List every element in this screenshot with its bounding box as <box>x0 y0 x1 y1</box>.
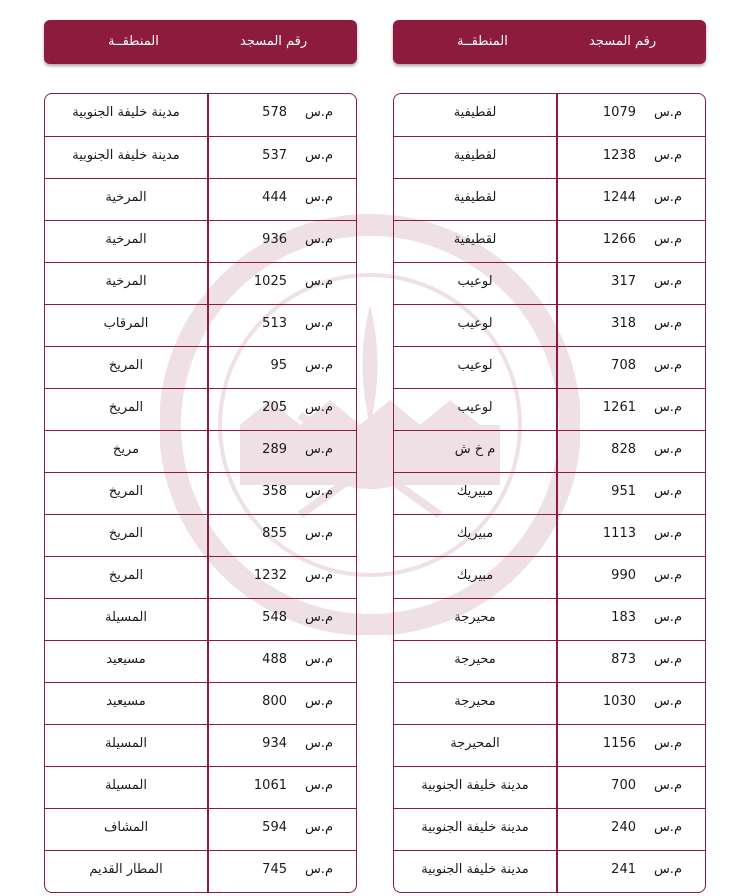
mosque-prefix: م.س <box>653 190 682 205</box>
table-row <box>45 220 356 263</box>
table-row <box>45 808 356 851</box>
mosque-number: 205 <box>262 400 287 415</box>
area-cell: مدينة خليفة الجنوبية <box>421 778 529 793</box>
mosque-prefix: م.س <box>653 820 682 835</box>
table-row <box>394 430 705 473</box>
mosque-number: 488 <box>262 652 287 667</box>
area-cell: المريخ <box>108 400 144 415</box>
area-cell: مبيريك <box>456 568 494 583</box>
area-cell: لقطيفية <box>453 190 497 205</box>
left-mosque-table <box>44 93 357 893</box>
table-row <box>394 598 705 641</box>
area-cell: لوعيب <box>457 400 493 415</box>
table-row <box>394 346 705 389</box>
mosque-number: 240 <box>611 820 636 835</box>
table-row <box>45 94 356 136</box>
table-row <box>394 94 705 136</box>
area-cell: لوعيب <box>457 358 493 373</box>
mosque-prefix: م.س <box>304 442 333 457</box>
right-mosque-table <box>393 93 706 893</box>
mosque-prefix: م.س <box>304 274 333 289</box>
mosque-prefix: م.س <box>653 526 682 541</box>
mosque-prefix: م.س <box>304 358 333 373</box>
area-cell: مسيعيد <box>106 652 146 667</box>
mosque-number: 745 <box>262 862 287 877</box>
area-cell: مبيريك <box>456 526 494 541</box>
mosque-number: 934 <box>262 736 287 751</box>
area-cell: المسيلة <box>105 610 147 625</box>
mosque-number: 1244 <box>602 190 636 205</box>
mosque-prefix: م.س <box>653 694 682 709</box>
mosque-number: 1266 <box>602 232 636 247</box>
area-cell: المريخ <box>108 526 144 541</box>
area-cell: المسيلة <box>105 736 147 751</box>
mosque-number: 1156 <box>602 736 636 751</box>
mosque-prefix: م.س <box>304 820 333 835</box>
table-row <box>394 850 705 893</box>
area-cell: مبيريك <box>456 484 494 499</box>
table-row <box>45 178 356 221</box>
mosque-prefix: م.س <box>653 442 682 457</box>
table-row <box>45 472 356 515</box>
area-cell: مدينة خليفة الجنوبية <box>421 862 529 877</box>
mosque-prefix: م.س <box>653 778 682 793</box>
mosque-number: 855 <box>262 526 287 541</box>
mosque-prefix: م.س <box>653 148 682 163</box>
left-table-header <box>44 20 357 64</box>
table-row <box>45 346 356 389</box>
table-row <box>45 262 356 305</box>
area-cell: لوعيب <box>457 316 493 331</box>
table-row <box>394 220 705 263</box>
area-cell: المرخية <box>105 274 147 289</box>
table-row <box>45 766 356 809</box>
mosque-number: 1232 <box>253 568 287 583</box>
area-cell: محيرجة <box>454 610 496 625</box>
table-row <box>45 640 356 683</box>
mosque-prefix: م.س <box>304 736 333 751</box>
mosque-number: 708 <box>611 358 636 373</box>
table-row <box>394 178 705 221</box>
area-cell: محيرجة <box>454 652 496 667</box>
mosque-prefix: م.س <box>304 190 333 205</box>
table-row <box>45 556 356 599</box>
area-cell: مدينة خليفة الجنوبية <box>72 105 180 120</box>
mosque-number-column-header: رقم المسجد <box>240 34 308 49</box>
mosque-number: 1079 <box>602 105 636 120</box>
mosque-prefix: م.س <box>653 568 682 583</box>
mosque-number-column-header: رقم المسجد <box>589 34 657 49</box>
area-cell: لقطيفية <box>453 232 497 247</box>
mosque-prefix: م.س <box>304 862 333 877</box>
mosque-number: 95 <box>270 358 287 373</box>
mosque-prefix: م.س <box>653 736 682 751</box>
table-row <box>45 724 356 767</box>
table-row <box>394 724 705 767</box>
mosque-number: 183 <box>611 610 636 625</box>
mosque-prefix: م.س <box>304 316 333 331</box>
mosque-prefix: م.س <box>653 484 682 499</box>
mosque-number: 537 <box>262 148 287 163</box>
area-cell: المسيلة <box>105 778 147 793</box>
area-cell: المشاف <box>103 820 149 835</box>
area-cell: محيرجة <box>454 694 496 709</box>
table-row <box>394 388 705 431</box>
mosque-number: 317 <box>611 274 636 289</box>
mosque-number: 318 <box>611 316 636 331</box>
mosque-number: 1261 <box>602 400 636 415</box>
area-cell: المرخية <box>105 232 147 247</box>
area-column-header: المنطقــة <box>108 34 159 49</box>
area-cell: لقطيفية <box>453 148 497 163</box>
area-cell: مسيعيد <box>106 694 146 709</box>
area-cell: المحيرجة <box>450 736 500 751</box>
table-row <box>45 514 356 557</box>
area-column-header: المنطقــة <box>457 34 508 49</box>
area-cell: م خ ش <box>454 442 496 457</box>
table-row <box>45 388 356 431</box>
table-row <box>45 850 356 893</box>
table-row <box>394 808 705 851</box>
table-row <box>394 262 705 305</box>
area-cell: المرقاب <box>103 316 149 331</box>
mosque-number: 444 <box>262 190 287 205</box>
table-row <box>394 136 705 179</box>
mosque-number: 800 <box>262 694 287 709</box>
mosque-prefix: م.س <box>653 232 682 247</box>
mosque-prefix: م.س <box>653 274 682 289</box>
area-cell: المريخ <box>108 568 144 583</box>
mosque-number: 241 <box>611 862 636 877</box>
mosque-number: 594 <box>262 820 287 835</box>
mosque-number: 951 <box>611 484 636 499</box>
mosque-prefix: م.س <box>653 610 682 625</box>
mosque-number: 1025 <box>253 274 287 289</box>
table-row <box>394 556 705 599</box>
area-cell: مريخ <box>112 442 140 457</box>
mosque-number: 548 <box>262 610 287 625</box>
mosque-prefix: م.س <box>653 862 682 877</box>
mosque-number: 1061 <box>253 778 287 793</box>
area-cell: المطار القديم <box>89 862 163 877</box>
mosque-prefix: م.س <box>304 232 333 247</box>
mosque-number: 578 <box>262 105 287 120</box>
table-row <box>45 682 356 725</box>
mosque-prefix: م.س <box>653 105 682 120</box>
area-cell: مدينة خليفة الجنوبية <box>421 820 529 835</box>
area-cell: لقطيفية <box>453 105 497 120</box>
mosque-number: 1113 <box>602 526 636 541</box>
mosque-number: 936 <box>262 232 287 247</box>
mosque-prefix: م.س <box>304 400 333 415</box>
mosque-prefix: م.س <box>304 652 333 667</box>
mosque-prefix: م.س <box>304 105 333 120</box>
mosque-number: 700 <box>611 778 636 793</box>
mosque-number: 358 <box>262 484 287 499</box>
mosque-number: 1030 <box>602 694 636 709</box>
mosque-prefix: م.س <box>304 484 333 499</box>
mosque-prefix: م.س <box>304 694 333 709</box>
table-row <box>394 472 705 515</box>
mosque-prefix: م.س <box>304 778 333 793</box>
mosque-prefix: م.س <box>304 526 333 541</box>
mosque-prefix: م.س <box>653 358 682 373</box>
table-row <box>394 304 705 347</box>
mosque-number: 873 <box>611 652 636 667</box>
area-cell: المريخ <box>108 484 144 499</box>
mosque-number: 513 <box>262 316 287 331</box>
table-row <box>45 136 356 179</box>
table-row <box>394 640 705 683</box>
mosque-prefix: م.س <box>653 400 682 415</box>
mosque-number: 990 <box>611 568 636 583</box>
mosque-number: 828 <box>611 442 636 457</box>
mosque-number: 289 <box>262 442 287 457</box>
mosque-prefix: م.س <box>653 652 682 667</box>
area-cell: لوعيب <box>457 274 493 289</box>
right-table-header <box>393 20 706 64</box>
table-row <box>45 598 356 641</box>
table-row <box>394 682 705 725</box>
table-row <box>394 514 705 557</box>
area-cell: مدينة خليفة الجنوبية <box>72 148 180 163</box>
area-cell: المرخية <box>105 190 147 205</box>
area-cell: المريخ <box>108 358 144 373</box>
mosque-prefix: م.س <box>304 610 333 625</box>
mosque-number: 1238 <box>602 148 636 163</box>
table-row <box>45 304 356 347</box>
mosque-prefix: م.س <box>304 148 333 163</box>
mosque-prefix: م.س <box>304 568 333 583</box>
table-row <box>394 766 705 809</box>
mosque-prefix: م.س <box>653 316 682 331</box>
table-row <box>45 430 356 473</box>
